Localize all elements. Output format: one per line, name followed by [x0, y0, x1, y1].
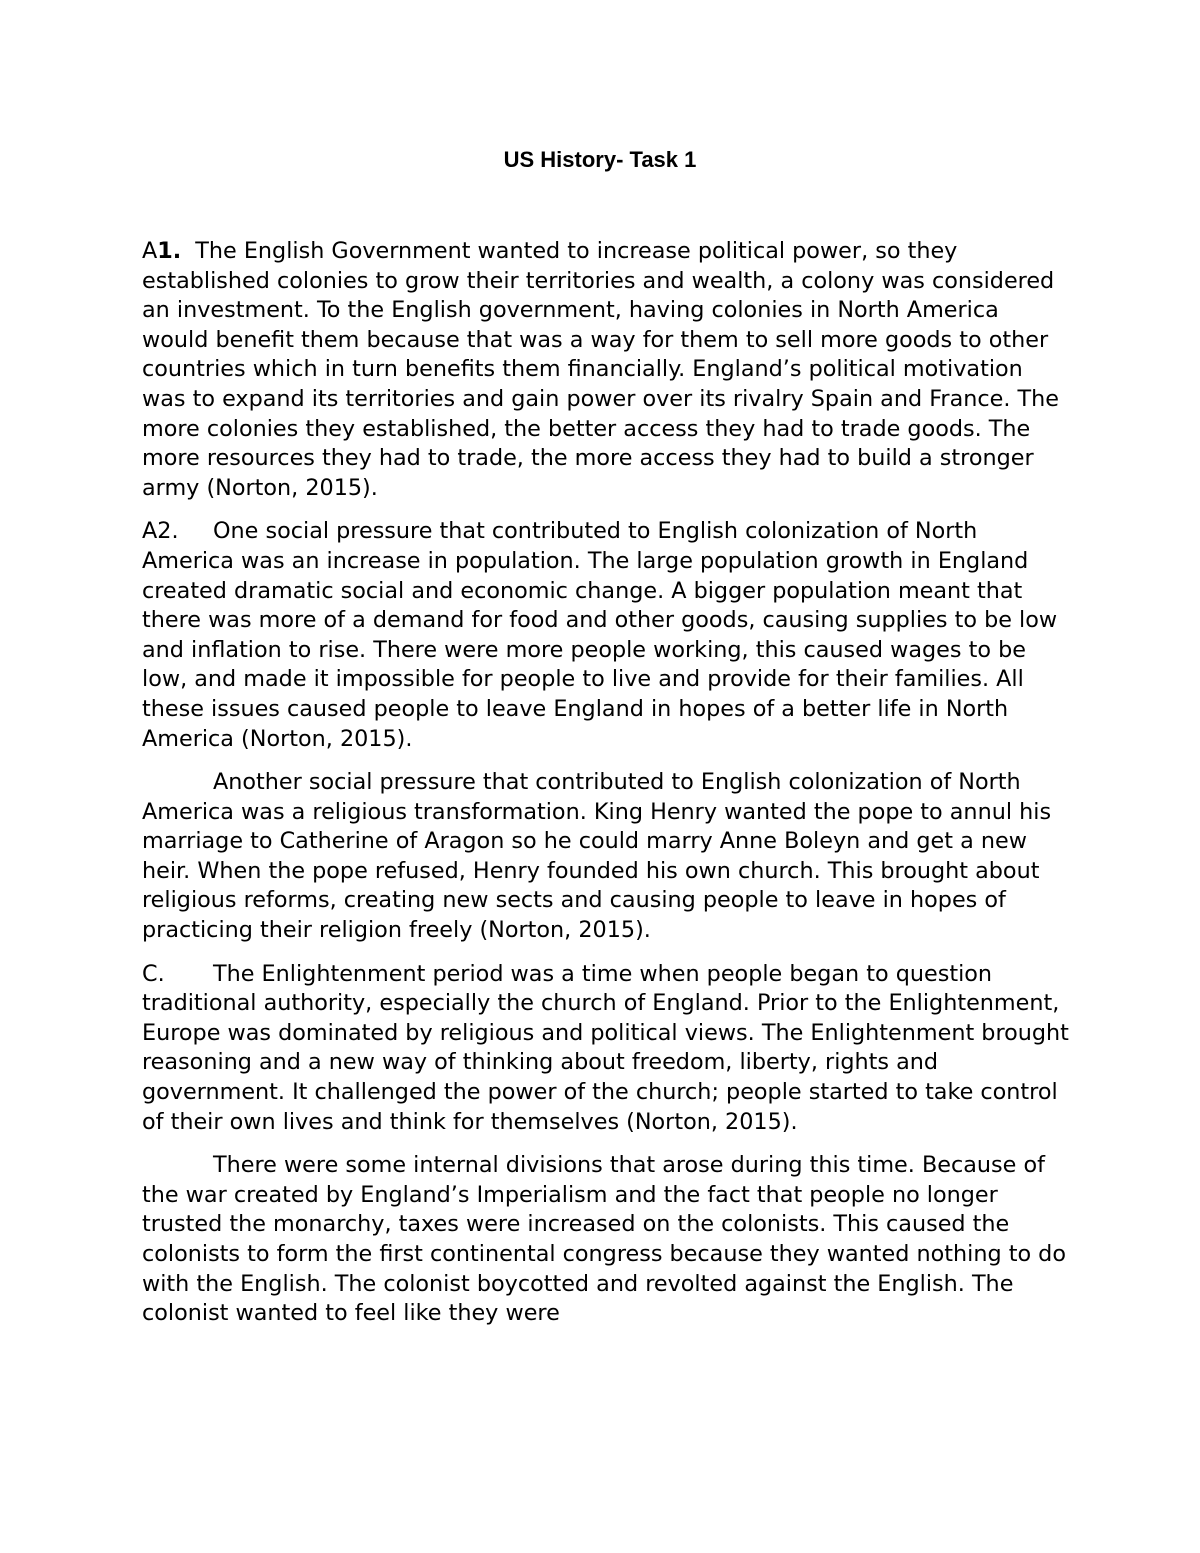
section-label-a1 [142, 238, 181, 264]
paragraph-a1 [142, 237, 1072, 503]
paragraph-a2-text: One social pressure that contributed to English colonization of North America was an increase in population. The large population growth in England created dramatic social and economic change. A bigger population meant that there was more of a demand for food and other goods, causing supplies to be low and inflation to rise. There were more people working, this caused wages to be low, and made it impossible for people to live and provide for their families. All these issues caused people to leave England in hopes of a better life in North America (Norton, 2015). [142, 518, 1058, 752]
section-label-a1-number: 1. [157, 238, 182, 264]
paragraph-a2 [142, 517, 1072, 754]
section-label-c: C. [142, 960, 165, 987]
paragraph-c-text: The Enlightenment period was a time when people began to question traditional authority, especially the church of England. Prior to the Enlightenment, Europe was dominated by religious and political views. The Enlightenment brought reasoning and a new way of thinking about freedom, liberty, rights and government. It challenged the power of the church; people started to take control of their own lives and think for themselves (Norton, 2015). [142, 960, 1069, 1135]
paragraph-a2-continued: Another social pressure that contributed to English colonization of North America was a religious transformation. King Henry wanted the pope to annul his marriage to Catherine of Aragon so he could marry Anne Boleyn and get a new heir. When the pope refused, Henry founded his own church. This brought about religious reforms, creating new sects and causing people to leave in hopes of practicing their religion freely (Norton, 2015). [142, 769, 1052, 944]
section-label-a1-letter: A [142, 238, 158, 264]
paragraph-c-continued: There were some internal divisions that arose during this time. Because of the war created by England’s Imperialism and the fact that people no longer trusted the monarchy, taxes were increased on the colonists. This caused the colonists to form the first continental congress because they wanted nothing to do with the English. The colonist boycotted and revolted against the English. The colonist wanted to feel like they were [142, 1152, 1066, 1327]
paragraph-c [142, 960, 1072, 1138]
document-title: US History- Task 1 [503, 147, 697, 172]
section-label-a2: A2. [142, 518, 179, 545]
document-body [142, 237, 1072, 1343]
paragraph-a1-text: The English Government wanted to increase political power, so they established colonies to grow their territories and wealth, a colony was considered an investment. To the English government, having colonies in North America would benefit them because that was a way for them to sell more goods to other countries which in turn benefits them financially. England’s political motivation was to expand its territories and gain power over its rivalry Spain and France. The more colonies they established, the better access they had to trade goods. The more resources they had to trade, the more access they had to build a stronger army (Norton, 2015). [142, 238, 1059, 501]
